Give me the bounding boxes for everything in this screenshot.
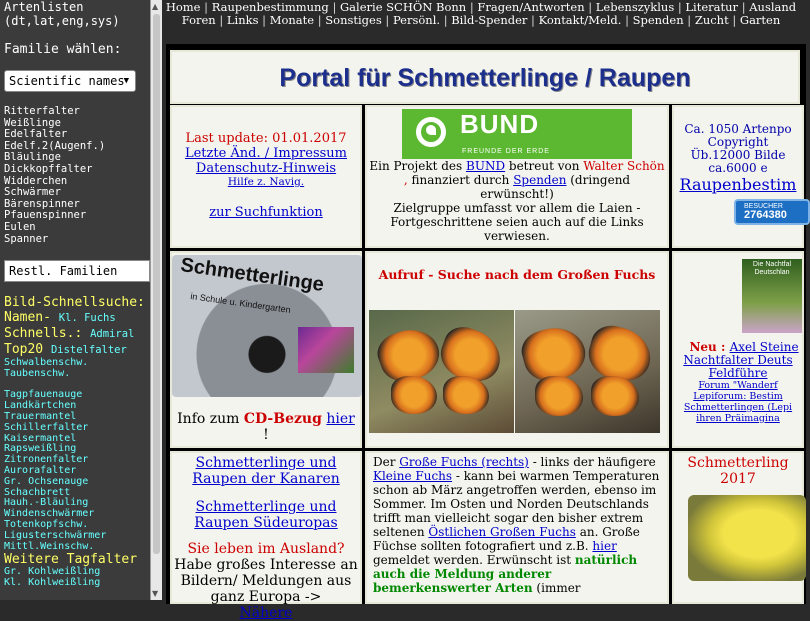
stats-cell	[672, 105, 804, 248]
flower-photo	[298, 327, 354, 373]
cd-info-text: Info zum	[177, 411, 244, 427]
nav-persoenl[interactable]: Persönl.	[392, 13, 441, 27]
kleiner-fuchs-photo[interactable]	[369, 310, 514, 433]
nav-line-2: Foren | Links | Monate | Sonstiges | Persönl. | Bild-Spender | Kontakt/Meld. | Spenden | Zucht | Garten	[181, 13, 781, 27]
quick-list-item[interactable]: Trauermantel	[4, 410, 77, 422]
nav-ausland[interactable]: Ausland	[749, 0, 797, 14]
sidebar	[0, 0, 150, 600]
quick-list-item[interactable]: Schachbrett	[4, 486, 71, 498]
schmetterling-2017-cell	[672, 451, 804, 604]
stats-line: Copyright	[707, 135, 769, 149]
book-cover-label: Die Nachtfal Deutschlan	[752, 261, 792, 276]
quick-schnells-link[interactable]: Admiral	[90, 328, 135, 340]
naehere-link[interactable]: Nähere	[239, 605, 293, 621]
gf-text: (immer	[532, 581, 581, 595]
quick-list-item[interactable]: Kaisermantel	[4, 432, 77, 444]
nav-foren[interactable]: Foren	[181, 13, 216, 27]
lepiforum-link-2[interactable]: Schmetterlingen (Lepi	[683, 402, 793, 413]
main-content	[162, 38, 800, 621]
quick-schnells-label: Schnells.:	[4, 326, 83, 341]
gf-text: an. Große Füchse sollten fotografiert und z.B.	[373, 525, 640, 553]
content-table	[166, 44, 806, 621]
family-item[interactable]: Dickkopffalter	[4, 162, 93, 175]
grosser-fuchs-photo[interactable]	[515, 310, 660, 433]
quick-names-label: Namen-	[4, 310, 51, 325]
cd-bezug: CD-Bezug	[243, 411, 322, 427]
bund-bird-icon	[426, 125, 436, 135]
weitere-item[interactable]: Kl. Kohlweißling	[4, 577, 101, 589]
family-item[interactable]: Schwärmer	[4, 186, 61, 199]
rest-families-select[interactable]: Restl. Familien	[4, 260, 150, 282]
quick-list-item[interactable]: Gr. Ochsenauge	[4, 475, 89, 487]
bund-link[interactable]: BUND	[466, 159, 506, 173]
nachtfalter-cell	[672, 251, 804, 448]
axel-steiner-link[interactable]: Axel Steine	[729, 340, 799, 354]
family-label: Familie wählen:	[4, 42, 122, 57]
scrollbar-thumb[interactable]	[153, 14, 160, 554]
nachtfalter-link[interactable]: Nachtfalter Deuts	[683, 353, 793, 367]
weitere-list	[4, 567, 150, 589]
cd-info-end: !	[263, 427, 269, 443]
counter-value: 2764380	[744, 209, 787, 221]
gf-text: gemeldet werden. Erwünscht ist	[373, 553, 575, 567]
schmetterling-2017-photo[interactable]	[688, 495, 806, 581]
nav-fragen[interactable]: Fragen/Antworten	[477, 0, 585, 14]
stats-line: ca.6000 e	[708, 161, 768, 175]
quick-list-item[interactable]: Mittl.Weinschw.	[4, 540, 95, 552]
bund-text-a: Ein Projekt des	[369, 159, 467, 173]
bund-text-b: betreut von	[505, 159, 584, 173]
gf-text: - links der häufigere	[528, 455, 656, 469]
quick-list-item[interactable]: Windenschwärmer	[4, 508, 95, 520]
quick-search-title: Bild-Schnellsuche:	[4, 295, 145, 310]
quick-list-item[interactable]: Ligusterschwärmer	[4, 529, 107, 541]
family-item[interactable]: Weißlinge	[4, 116, 61, 129]
weitere-item[interactable]: Gr. Kohlweißling	[4, 566, 101, 578]
nav-spenden[interactable]: Spenden	[632, 13, 684, 27]
suchfunktion-link[interactable]: zur Suchfunktion	[209, 205, 323, 220]
cd-cell	[170, 251, 362, 448]
update-cell	[170, 105, 362, 248]
author-name: Walter Schön ,	[403, 159, 665, 187]
nav-bild-spender[interactable]: Bild-Spender	[451, 13, 528, 27]
nav-home[interactable]: Home	[165, 0, 201, 14]
impressum-link[interactable]: Letzte Änd. / Impressum	[184, 146, 348, 161]
title-cell	[170, 50, 800, 104]
family-item[interactable]: Edelfalter	[4, 128, 68, 141]
family-select-value: Scientific names	[9, 74, 125, 88]
nav-galerie[interactable]: Galerie SCHÖN Bonn	[340, 0, 467, 14]
last-update: Last update: 01.01.2017	[185, 131, 347, 146]
gf-text: Der	[373, 455, 400, 469]
nav-kontakt[interactable]: Kontakt/Meld.	[538, 13, 622, 27]
grosser-fuchs-cell	[365, 451, 669, 604]
schmetterling-2017-year[interactable]: 2017	[720, 471, 756, 487]
quick-list-item[interactable]: Schillerfalter	[4, 421, 89, 433]
chevron-down-icon: ▼	[123, 76, 129, 86]
quick-list-item[interactable]: Hauh.-Bläuling	[4, 497, 89, 509]
kanaren-link[interactable]: Schmetterlinge und Raupen der Kanaren	[192, 455, 340, 487]
ausland-text: Habe großes Interesse an Bildern/ Meldungen aus ganz Europa ->	[174, 557, 358, 605]
counter-label: BESUCHER	[744, 203, 783, 210]
gf-text: - kann bei warmen Temperaturen schon ab März angetroffen werden, ebenso im Sommer. Im Osten und Norden Deutschlands trifft man vielleicht sogar den bisher extrem seltenen	[373, 469, 660, 539]
nav-garten[interactable]: Garten	[739, 13, 781, 27]
cd-title: Schmetterlinge	[179, 254, 326, 296]
lepiforum-link[interactable]: Lepiforum: Bestim	[693, 391, 783, 402]
nav-lebenszyklus[interactable]: Lebenszyklus	[595, 0, 675, 14]
quick-names-link[interactable]: Kl. Fuchs	[58, 312, 116, 324]
family-select[interactable]	[4, 70, 136, 92]
weitere-tagfalter-label: Weitere Tagfalter	[4, 552, 138, 568]
lepiforum-link-3[interactable]: ihren Präimagina	[696, 413, 780, 424]
oestlicher-fuchs-link[interactable]: Östlichen Großen Fuchs	[428, 525, 576, 539]
stats-line: Ca. 1050 Artenpo	[684, 122, 792, 136]
page-title: Portal für Schmetterlinge / Raupen	[279, 64, 691, 92]
bund-logo[interactable]	[402, 109, 632, 159]
bund-project-text	[367, 159, 667, 201]
raupenbestimmung-link[interactable]: Raupenbestim	[679, 175, 797, 194]
family-item[interactable]: Eulen	[4, 220, 36, 233]
top20-label: Top20	[4, 342, 44, 357]
melden-hier-link[interactable]: hier	[592, 539, 617, 553]
nav-links[interactable]: Links	[226, 13, 259, 27]
quick-list-item[interactable]: Tagpfauenauge	[4, 389, 83, 401]
family-item[interactable]: Pfauenspinner	[4, 209, 87, 222]
family-item[interactable]: Ritterfalter	[4, 105, 80, 117]
quick-list-item[interactable]: Rapsweißling	[4, 443, 77, 455]
bund-text-d: (dringend erwünscht!)	[480, 173, 631, 201]
gf-highlight: natürlich auch die Meldung anderer bemerkenswerter Arten	[373, 553, 638, 595]
datenschutz-link[interactable]: Datenschutz-Hinweis	[195, 161, 337, 176]
family-item[interactable]: Widderchen	[4, 174, 68, 187]
quick-search	[4, 295, 150, 589]
forum-link[interactable]: Forum "Wanderf	[698, 380, 778, 391]
nav-zucht[interactable]: Zucht	[694, 13, 729, 27]
quick-list-item[interactable]: Zitronenfalter	[4, 454, 89, 466]
grosser-fuchs-link[interactable]: Große Fuchs (rechts)	[399, 455, 529, 469]
artenlisten-title[interactable]	[4, 0, 120, 28]
family-item[interactable]: Bärenspinner	[4, 197, 80, 210]
spenden-link[interactable]: Spenden	[513, 173, 567, 187]
quick-list-item[interactable]: Taubenschw.	[4, 367, 71, 379]
nav-raupenbestimmung[interactable]: Raupenbestimmung	[211, 0, 329, 14]
scroll-down-icon[interactable]: ▼	[152, 589, 159, 598]
cd-hier-link[interactable]: hier	[326, 411, 355, 427]
zielgruppe-text: Zielgruppe umfasst vor allem die Laien - Fortgeschrittene seien auch auf die Links verwiesen.	[390, 201, 644, 243]
schmetterling-2017-title[interactable]: Schmetterling	[687, 455, 789, 471]
family-item[interactable]: Bläulinge	[4, 151, 61, 164]
book-cover[interactable]	[742, 259, 802, 333]
bund-logo-sub: FREUNDE DER ERDE	[462, 148, 550, 155]
top20-link[interactable]: Distelfalter	[50, 344, 127, 356]
aufruf-heading: Aufruf - Suche nach dem Großen Fuchs	[378, 267, 656, 282]
suedeuropa-link[interactable]: Schmetterlinge und Raupen Südeuropas	[194, 499, 338, 531]
bund-cell	[365, 105, 669, 248]
nav-sonstiges[interactable]: Sonstiges	[325, 13, 382, 27]
bund-logo-text: BUND	[460, 109, 540, 139]
hilfe-link[interactable]: Hilfe z. Navig.	[227, 176, 305, 188]
nav-monate[interactable]: Monate	[269, 13, 315, 27]
quick-list	[4, 358, 150, 552]
feldfuehrer-link[interactable]: Feldführe	[708, 366, 768, 380]
artenlisten-line2[interactable]: (dt,lat,eng,sys)	[4, 14, 120, 28]
quick-list-item[interactable]: Aurorafalter	[4, 464, 77, 476]
family-list	[4, 106, 105, 245]
sidebar-scrollbar[interactable]	[150, 0, 162, 600]
family-item[interactable]: Spanner	[4, 232, 49, 245]
stats-line: Üb.12000 Bilde	[690, 148, 786, 162]
quick-list-item[interactable]: Schwalbenschw.	[4, 357, 89, 368]
cd-subtitle: in Schule u. Kindergarten	[189, 291, 292, 315]
kleiner-fuchs-link[interactable]: Kleine Fuchs	[373, 469, 453, 483]
aufruf-cell	[365, 251, 669, 448]
cd-info	[172, 411, 360, 443]
scroll-up-icon[interactable]: ▲	[152, 2, 159, 11]
nav-line-1: Home | Raupenbestimmung | Galerie SCHÖN Bonn | Fragen/Antworten | Lebenszyklus | Literatur | Ausland	[165, 0, 797, 14]
ausland-question: Sie leben im Ausland?	[187, 541, 345, 557]
artenlisten-line1[interactable]: Artenlisten	[4, 0, 84, 14]
quick-list-item[interactable]: Landkärtchen	[4, 400, 77, 412]
neu-label: Neu :	[689, 340, 730, 354]
family-item[interactable]: Edelf.2(Augenf.)	[4, 139, 106, 152]
top-navigation	[162, 0, 800, 38]
cd-image[interactable]	[172, 255, 362, 397]
bund-text-c: finanziert durch	[407, 173, 514, 187]
kanaren-cell	[170, 451, 362, 621]
quick-list-item[interactable]: Totenkopfschw.	[4, 518, 89, 530]
visitor-counter	[734, 199, 810, 225]
nav-literatur[interactable]: Literatur	[685, 0, 739, 14]
